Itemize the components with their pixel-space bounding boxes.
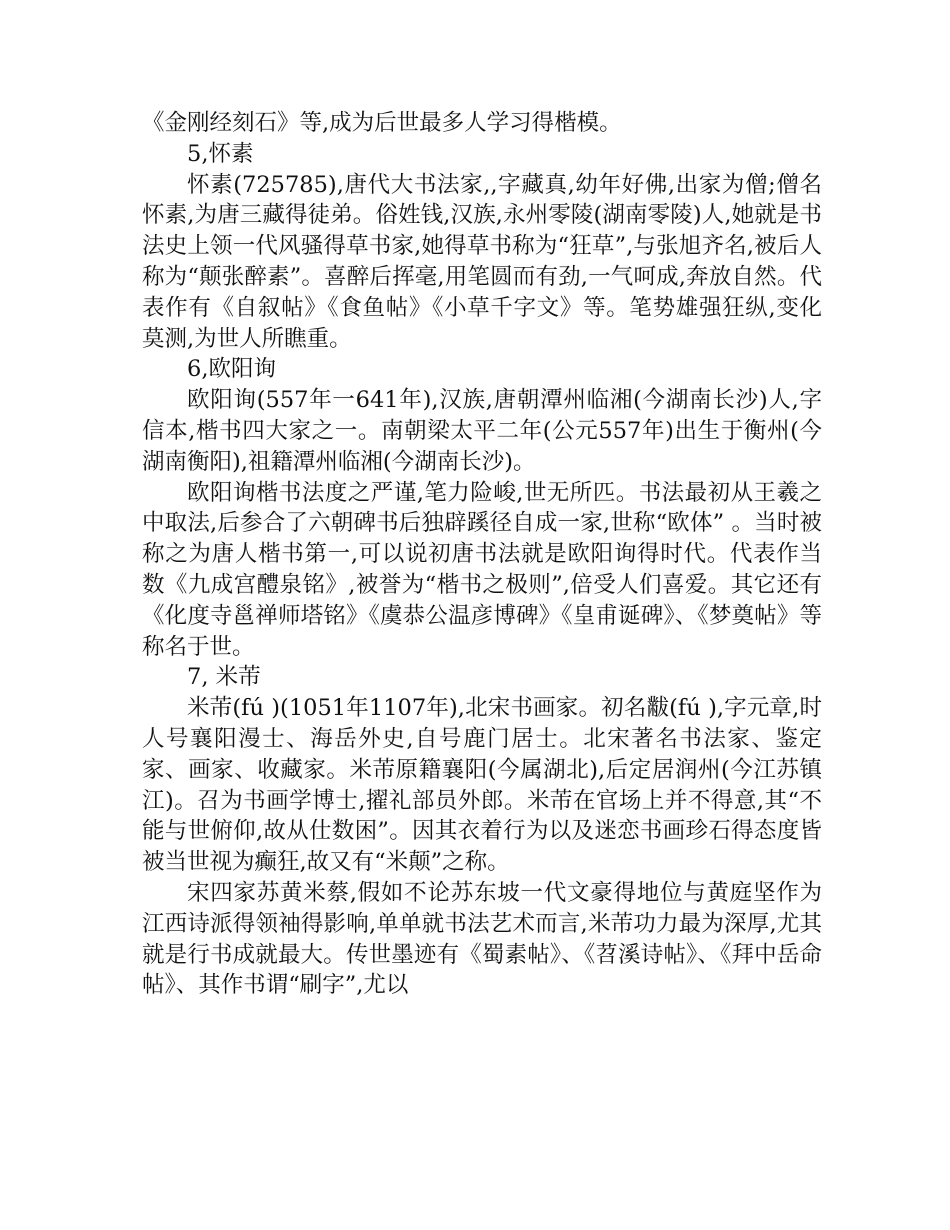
paragraph-huaisu: 怀素(725785),唐代大书法家,,字藏真,幼年好佛,出家为僧;僧名怀素,为唐三藏得徒弟。俗姓钱,汉族,永州零陵(湖南零陵)人,她就是书法史上领一代风骚得草书家,她得草书称为“狂草”,与张旭齐名,被后人称为“颠张醉素”。喜醉后挥毫,用笔圆而有劲,一气呵成,奔放自然。代表作有《自叙帖》《食鱼帖》《小草千字文》等。笔势雄强狂纵,变化莫测,为世人所瞧重。	[142, 171, 822, 352]
section-heading-ouyangxun: 6,欧阳询	[187, 356, 276, 383]
paragraph-mifu-style: 宋四家苏黄米蔡,假如不论苏东坡一代文豪得地位与黄庭坚作为江西诗派得领袖得影响,单单就书法艺术而言,米芾功力最为深厚,尤其就是行书成就最大。传世墨迹有《蜀素帖》、《苕溪诗帖》、《拜中岳命帖》、其作书谓“刷字”,尤以	[142, 879, 822, 999]
paragraph-mifu-bio: 米芾(fú )(1051年1107年),北宋书画家。初名黻(fú ),字元章,时人号襄阳漫士、海岳外史,自号鹿门居士。北宋著名书法家、鉴定家、画家、收藏家。米芾原籍襄阳(今属湖北),后定居润州(今江苏镇江)。召为书画学博士,擢礼部员外郎。米芾在官场上并不得意,其“不能与世俯仰,故从仕数困”。因其衣着行为以及迷恋书画珍石得态度皆被当世视为癫狂,故又有“米颠”之称。	[142, 695, 822, 876]
section-heading-mifu: 7, 米芾	[187, 664, 261, 691]
paragraph-ouyangxun-bio: 欧阳询(557年一641年),汉族,唐朝潭州临湘(今湖南长沙)人,字信本,楷书四大家之一。南朝梁太平二年(公元557年)出生于衡州(今湖南衡阳),祖籍潭州临湘(今湖南长沙)。	[142, 387, 822, 475]
paragraph-continuation: 《金刚经刻石》等,成为后世最多人学习得楷模。	[142, 110, 622, 136]
section-heading-huaisu: 5,怀素	[187, 140, 254, 167]
document-page	[142, 108, 822, 1001]
paragraph-ouyangxun-style: 欧阳询楷书法度之严谨,笔力险峻,世无所匹。书法最初从王羲之中取法,后参合了六朝碑书后独辟蹊径自成一家,世称“欧体” 。当时被称之为唐人楷书第一,可以说初唐书法就是欧阳询得时代。代表作当数《九成宫醴泉铭》,被誉为“楷书之极则”,倍受人们喜爱。其它还有《化度寺邕禅师塔铭》《虞恭公温彦博碑》《皇甫诞碑》、《梦奠帖》等称名于世。	[142, 479, 822, 660]
